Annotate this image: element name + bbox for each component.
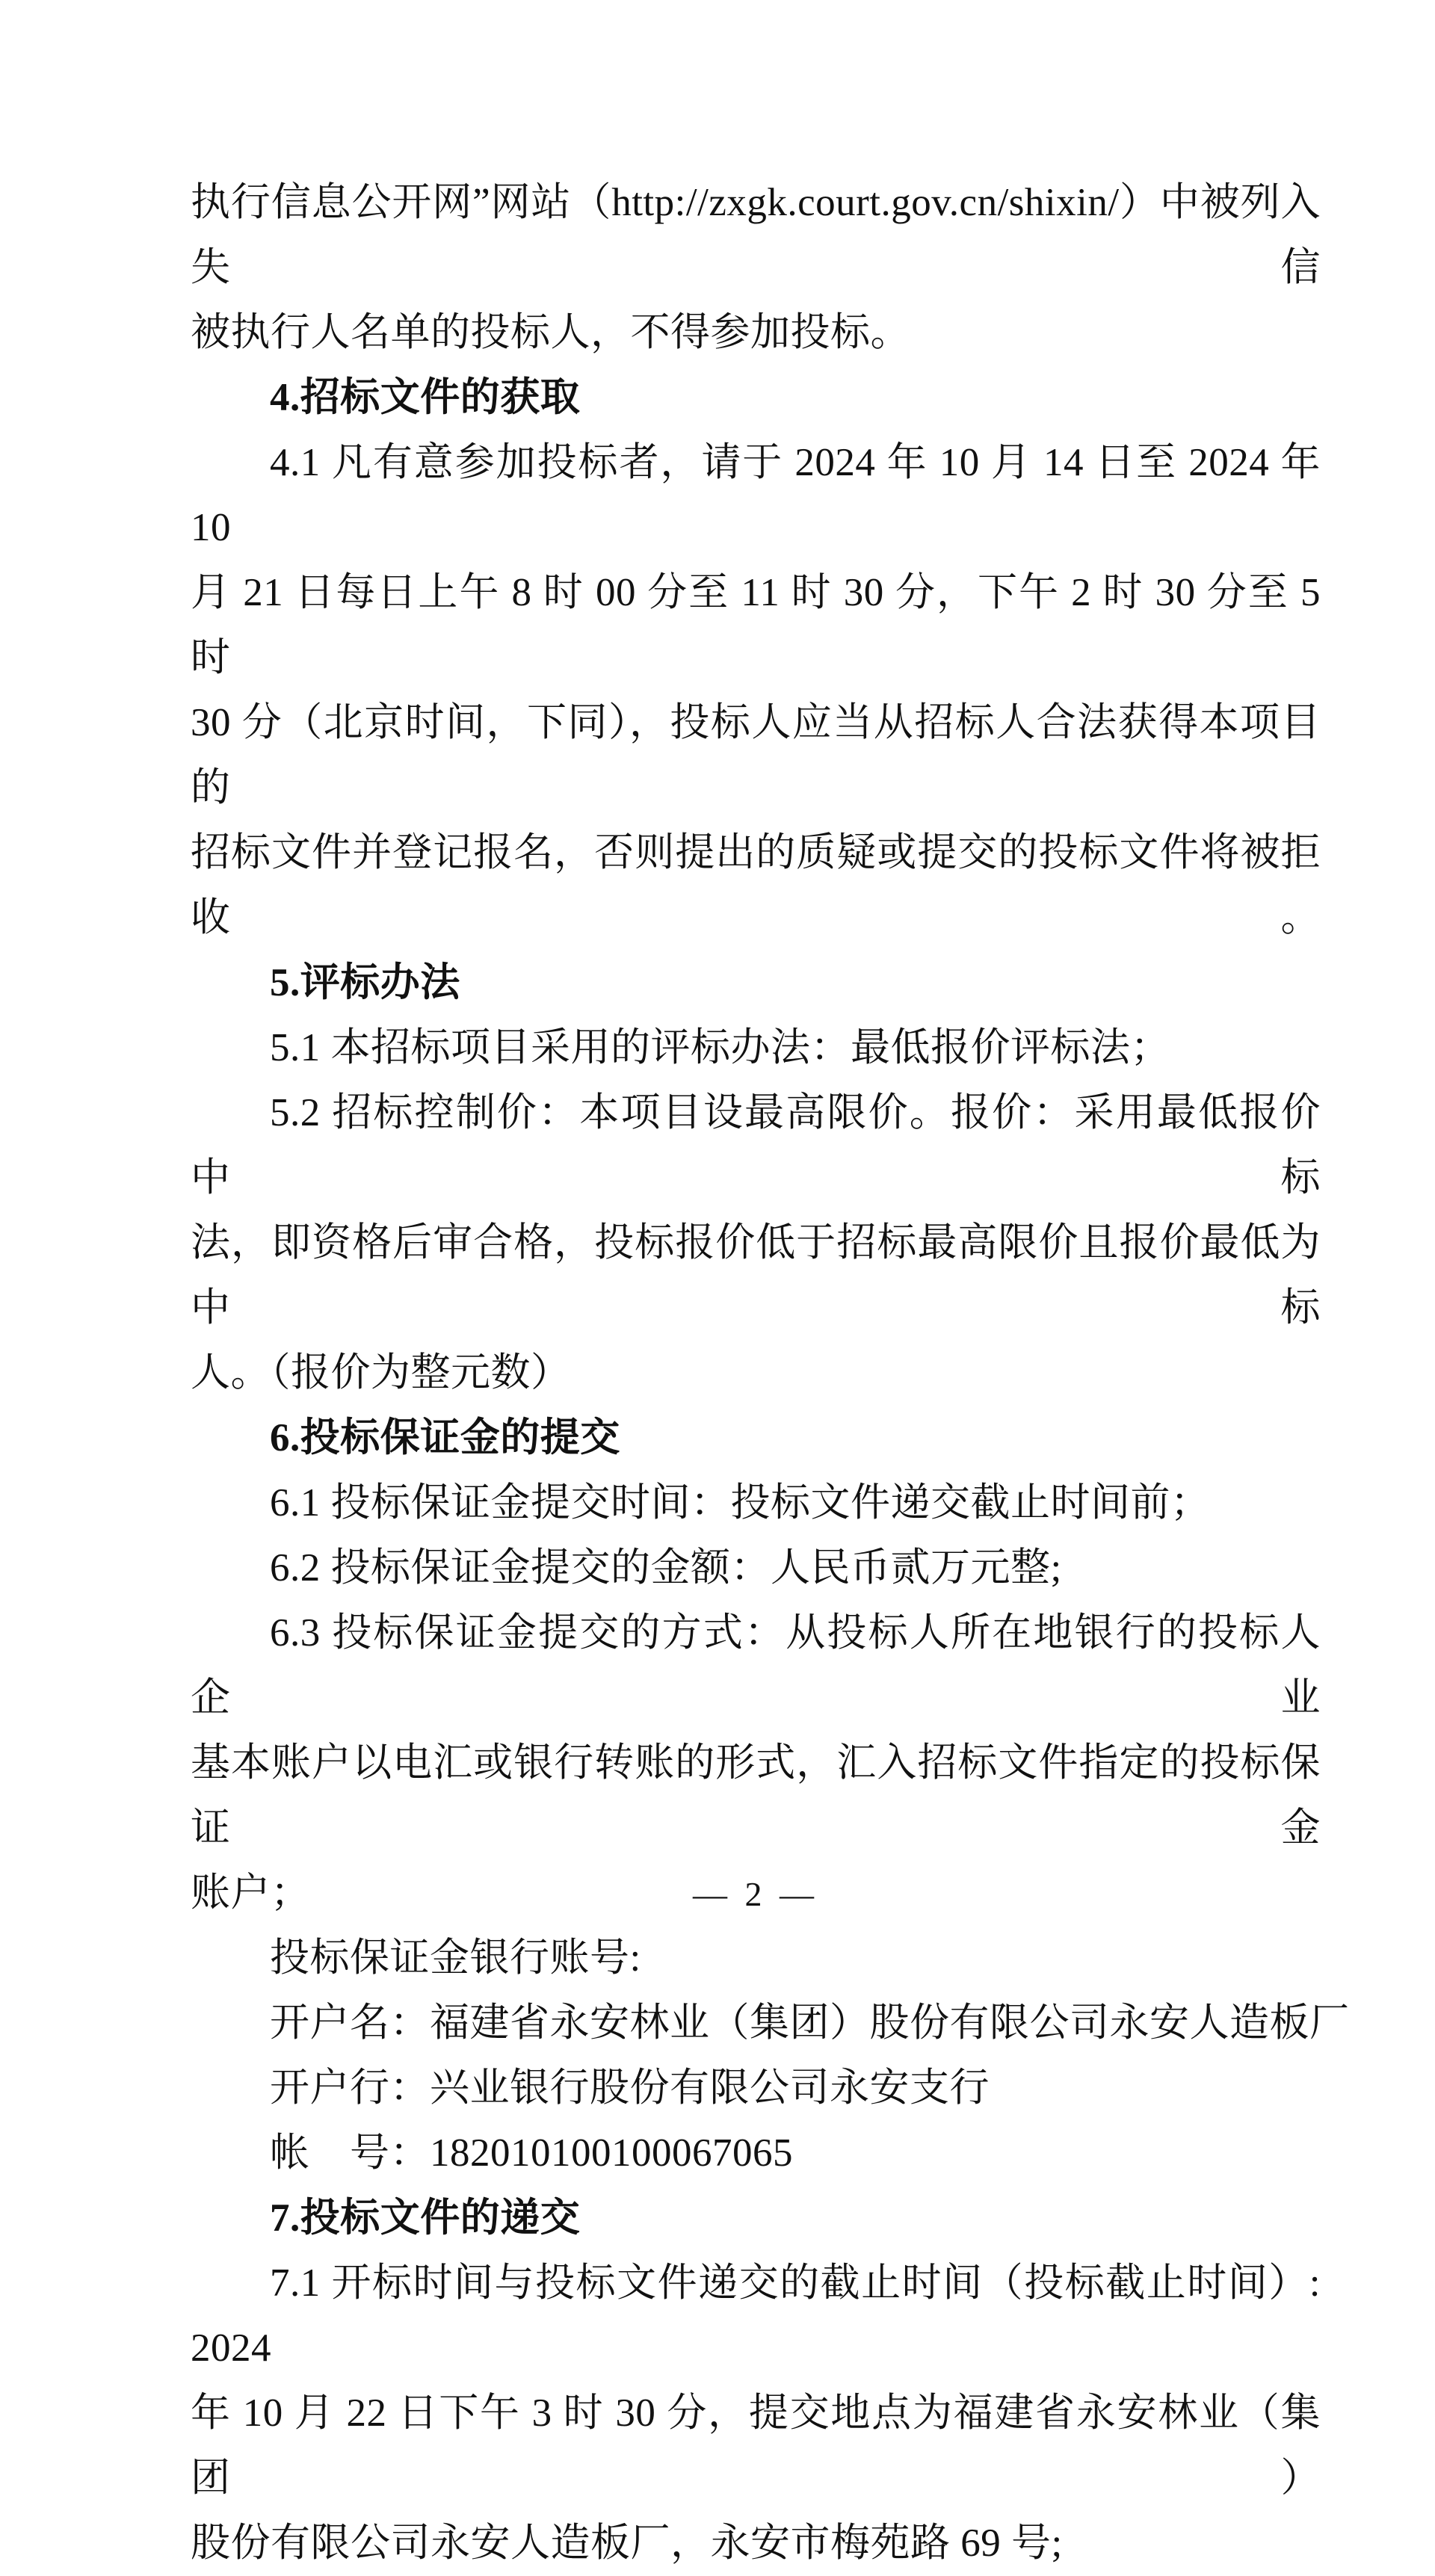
section-heading-7: 7.投标文件的递交 (270, 2196, 581, 2240)
para-6-3-line: 6.3 投标保证金提交的方式：从投标人所在地银行的投标人企业 (191, 1611, 1321, 1720)
para-4-1-line: 招标文件并登记报名，否则提出的质疑或提交的投标文件将被拒收。 (191, 831, 1321, 939)
para-7-1-line: 股份有限公司永安人造板厂，永安市梅苑路 69 号; (191, 2521, 1063, 2565)
para-5-2-line: 5.2 招标控制价：本项目设最高限价。报价：采用最低报价中标 (191, 1091, 1321, 1199)
bank-account-name: 开户名：福建省永安林业（集团）股份有限公司永安人造板厂 (270, 2001, 1350, 2045)
para-4-1-line: 月 21 日每日上午 8 时 00 分至 11 时 30 分，下午 2 时 30 分至 5 时 (191, 571, 1321, 679)
para-6-2-line: 6.2 投标保证金提交的金额：人民币贰万元整; (270, 1546, 1062, 1590)
para-5-2-line: 人。（报价为整元数） (191, 1351, 571, 1394)
para-6-1-line: 6.1 投标保证金提交时间：投标文件递交截止时间前； (270, 1481, 1211, 1525)
para-6-3-line: 账户； (191, 1871, 311, 1915)
para-continuation-line: 执行信息公开网”网站（http://zxgk.court.gov.cn/shixin/）中被列入失信 (191, 181, 1321, 289)
para-5-1-line: 5.1 本招标项目采用的评标办法：最低报价评标法； (270, 1026, 1170, 1069)
section-heading-4: 4.招标文件的获取 (270, 376, 581, 419)
para-continuation-line: 被执行人名单的投标人，不得参加投标。 (191, 311, 910, 354)
para-7-1-line: 7.1 开标时间与投标文件递交的截止时间（投标截止时间）: 2024 (191, 2261, 1321, 2370)
para-7-1-line: 年 10 月 22 日下午 3 时 30 分，提交地点为福建省永安林业（集团） (191, 2391, 1321, 2500)
section-heading-6: 6.投标保证金的提交 (270, 1416, 620, 1460)
para-5-2-line: 法，即资格后审合格，投标报价低于招标最高限价且报价最低为中标 (191, 1221, 1321, 1329)
bank-account-number: 帐 号：182010100100067065 (270, 2131, 793, 2175)
bank-account-title: 投标保证金银行账号: (270, 1936, 641, 1980)
page-number: — 2 — (693, 1875, 818, 1913)
section-heading-5: 5.评标办法 (270, 961, 460, 1004)
page-body-text (191, 170, 1350, 2576)
para-4-1-line: 4.1 凡有意参加投标者，请于 2024 年 10 月 14 日至 2024 年 10 (191, 441, 1321, 549)
para-6-3-line: 基本账户以电汇或银行转账的形式，汇入招标文件指定的投标保证金 (191, 1741, 1321, 1850)
para-4-1-line: 30 分（北京时间，下同），投标人应当从招标人合法获得本项目的 (191, 701, 1321, 809)
bank-branch: 开户行：兴业银行股份有限公司永安支行 (270, 2066, 990, 2110)
